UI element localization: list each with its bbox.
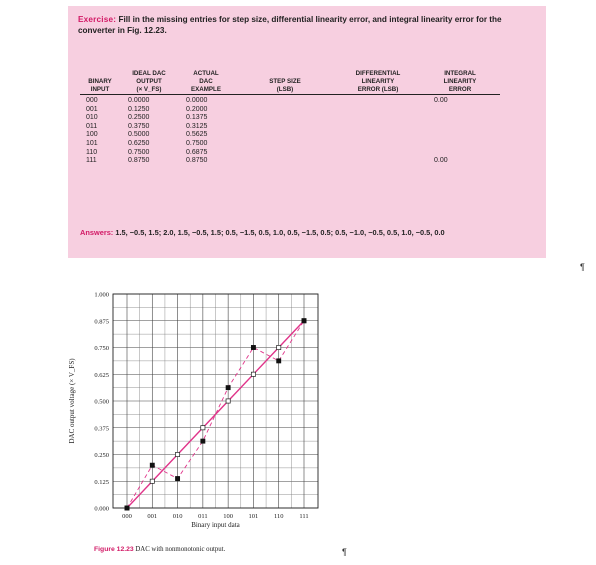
actual-point-marker (226, 386, 230, 390)
table-cell-ideal: 0.5000 (128, 131, 150, 139)
table-cell-step (234, 123, 336, 132)
table-cell-ideal: 0.7500 (128, 148, 150, 156)
x-tick-label: 001 (147, 513, 158, 520)
table-cell-ideal: 0.6250 (128, 139, 150, 147)
table-cell-dle (336, 131, 420, 140)
ideal-point-marker (226, 399, 230, 403)
ideal-point-marker (201, 426, 205, 430)
y-tick-label: 0.250 (94, 452, 109, 459)
actual-point-marker (201, 439, 205, 443)
table-cell-dle (336, 123, 420, 132)
header-ideal-dac: IDEAL DAC OUTPUT (× V_FS) (120, 60, 178, 95)
figure-caption (94, 546, 225, 553)
header-integral-linearity: INTEGRAL LINEARITY ERROR (420, 60, 500, 95)
y-tick-label: 0.375 (94, 425, 109, 433)
table-row (80, 123, 500, 132)
table-row (80, 131, 500, 140)
table-cell-step (234, 131, 336, 140)
y-axis-label: DAC output voltage (× V_FS) (68, 358, 76, 444)
x-tick-label: 010 (172, 513, 183, 520)
table-body (80, 95, 500, 166)
x-tick-label: 101 (248, 513, 259, 520)
table-cell-input: 011 (86, 122, 98, 130)
table-cell-actual: 0.1375 (186, 114, 208, 122)
exercise-statement (78, 14, 538, 36)
answers-body: 1.5, −0.5, 1.5; 2.0, 1.5, −0.5, 1.5; 0.5, −1.5, 0.5, 1.0, 0.5, −1.5, 0.5; 0.5, −1.0, −0.5, 0.5, 1.0, −0.5, 0.0 (115, 228, 445, 237)
exercise-body: Fill in the missing entries for step size, differential linearity error, and integral linearity error for the converter in Fig. 12.23. (78, 15, 502, 35)
x-axis-label: Binary input data (191, 521, 240, 529)
table-cell-ideal: 0.2500 (128, 114, 150, 122)
table-cell-ile: 0.00 (434, 157, 448, 165)
table-row (80, 95, 500, 106)
x-tick-label: 111 (299, 513, 309, 520)
table-cell-actual: 0.6875 (186, 148, 208, 156)
header-differential-linearity: DIFFERENTIAL LINEARITY ERROR (LSB) (336, 60, 420, 95)
table-cell-dle (336, 149, 420, 158)
dac-table (80, 60, 500, 166)
table-cell-step (234, 114, 336, 123)
answers-label: Answers: (80, 228, 114, 237)
y-tick-label: 0.500 (94, 398, 109, 406)
dac-transfer-chart (0, 280, 596, 542)
table-cell-step (234, 95, 336, 106)
answers-statement (80, 228, 540, 239)
pilcrow-mark-2: ¶ (342, 547, 347, 557)
actual-point-marker (251, 345, 255, 349)
table-cell-ile: 0.00 (434, 97, 448, 104)
table-cell-ile (420, 123, 500, 132)
actual-point-marker (150, 463, 154, 467)
table-cell-dle (336, 157, 420, 166)
table-cell-ideal: 0.1250 (128, 105, 150, 113)
exercise-label: Exercise: (78, 15, 117, 24)
table-cell-ideal: 0.0000 (128, 97, 150, 104)
table-cell-ile (420, 140, 500, 149)
table-cell-input: 101 (86, 139, 98, 147)
table-cell-input: 010 (86, 114, 98, 122)
table-row (80, 140, 500, 149)
y-tick-label: 0.750 (94, 345, 109, 352)
table-cell-input: 001 (86, 105, 98, 113)
chart-grid (113, 294, 318, 508)
table-row (80, 114, 500, 123)
table-cell-dle (336, 106, 420, 115)
table-cell-ile (420, 149, 500, 158)
ideal-point-marker (150, 479, 154, 483)
x-tick-label: 011 (198, 513, 208, 520)
table-cell-step (234, 140, 336, 149)
x-tick-label: 100 (223, 513, 234, 520)
table-cell-actual: 0.0000 (186, 97, 208, 104)
actual-point-marker (302, 319, 306, 323)
actual-point-marker (125, 506, 129, 510)
actual-point-marker (277, 359, 281, 363)
x-tick-label: 000 (122, 513, 132, 520)
table-header-row (80, 60, 500, 95)
ideal-point-marker (251, 372, 255, 376)
header-binary-input: BINARY INPUT (80, 60, 120, 95)
table-cell-step (234, 106, 336, 115)
table-cell-ideal: 0.3750 (128, 122, 150, 130)
table-cell-actual: 0.2000 (186, 105, 208, 113)
ideal-point-marker (175, 452, 179, 456)
chart-axes (94, 292, 318, 521)
table-cell-actual: 0.5625 (186, 131, 208, 139)
header-step-size: STEP SIZE (LSB) (234, 60, 336, 95)
table-row (80, 106, 500, 115)
table-row (80, 149, 500, 158)
y-tick-label: 0.625 (94, 371, 109, 379)
y-tick-label: 0.000 (94, 505, 109, 513)
figure-caption-text: DAC with nonmonotonic output. (135, 546, 226, 553)
y-tick-label: 0.125 (94, 478, 109, 486)
ideal-point-marker (277, 345, 281, 349)
y-tick-label: 1.000 (94, 291, 109, 299)
table-cell-step (234, 149, 336, 158)
figure-label: Figure 12.23 (94, 546, 134, 553)
table-cell-dle (336, 95, 420, 106)
header-actual-dac: ACTUAL DAC EXAMPLE (178, 60, 234, 95)
table-cell-actual: 0.3125 (186, 122, 208, 130)
table-cell-dle (336, 114, 420, 123)
table-cell-ideal: 0.8750 (128, 157, 150, 165)
table-cell-ile (420, 106, 500, 115)
table-cell-ile (420, 114, 500, 123)
table-cell-actual: 0.7500 (186, 139, 208, 147)
table-cell-actual: 0.8750 (186, 157, 208, 165)
y-tick-label: 0.875 (94, 318, 109, 326)
table-cell-input: 110 (86, 148, 98, 156)
table-cell-step (234, 157, 336, 166)
table-row (80, 157, 500, 166)
table-cell-dle (336, 140, 420, 149)
table-cell-input: 100 (86, 131, 98, 139)
pilcrow-mark: ¶ (580, 262, 585, 272)
table-cell-input: 000 (86, 97, 98, 104)
table-cell-ile (420, 131, 500, 140)
x-tick-label: 110 (273, 513, 284, 520)
table-cell-input: 111 (86, 157, 97, 165)
actual-point-marker (175, 476, 179, 480)
